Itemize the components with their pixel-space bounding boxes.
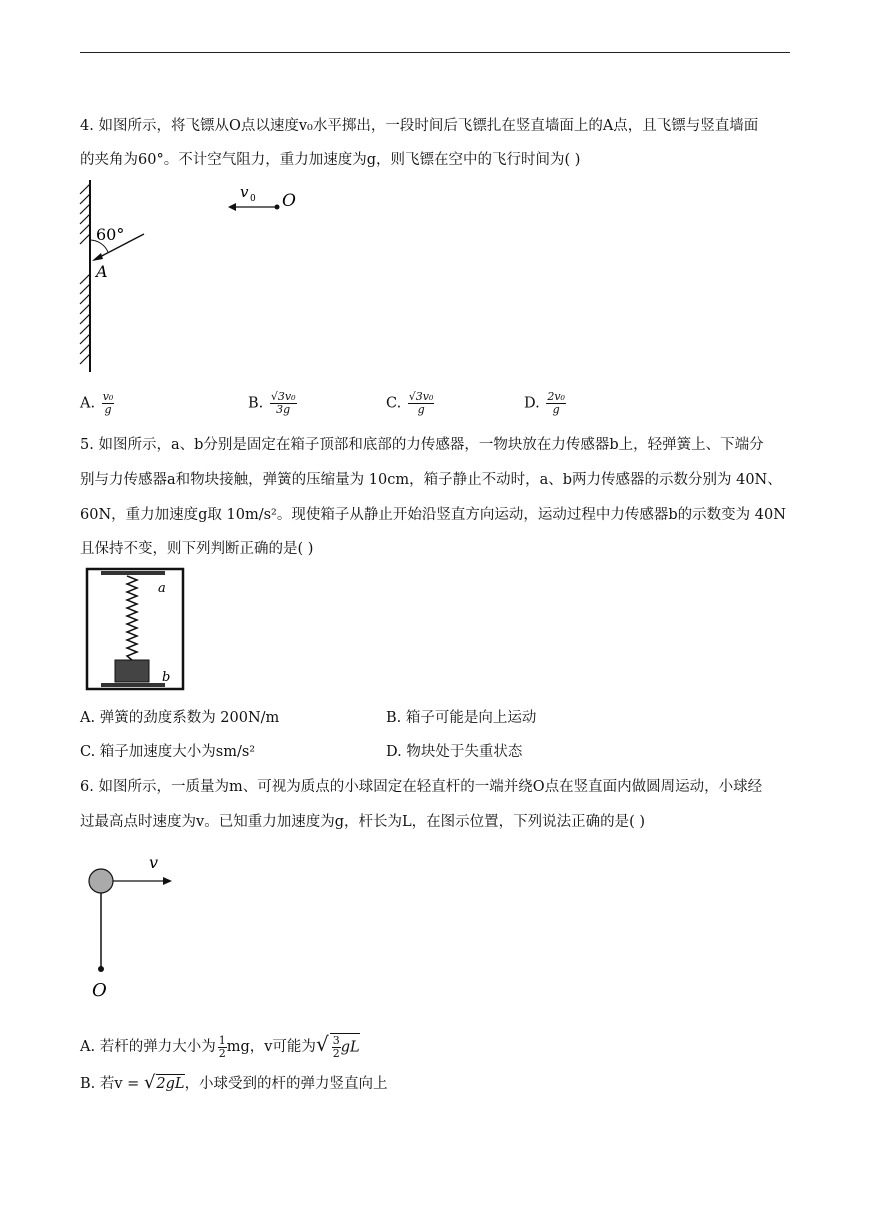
label-a: a [158,581,166,596]
q6-rod-diagram [84,852,184,1002]
header-rule [80,52,790,53]
q4-option-d [524,391,566,416]
q5-option-d: D. 物块处于失重状态 [386,744,523,760]
pivot-o-label: O [92,980,107,1001]
q5-option-a: A. 弹簧的劲度系数为 200N/m [80,710,280,726]
q6-option-a-frac-den: 2 [218,1046,226,1060]
q6-option-b-rad: 2gL [156,1076,185,1092]
point-o-dot [275,205,280,210]
q6-text-line2: 过最高点时速度为v。已知重力加速度为g，杆长为L，在图示位置，下列说法正确的是( ) [80,814,646,830]
dart-tip [92,253,103,261]
velocity-arrowhead [163,877,172,885]
spring [127,576,137,660]
q5-option-c: C. 箱子加速度大小为sm/s² [80,744,256,760]
q4-option-d-den: g [552,403,560,416]
q4-option-c-num: √3v₀ [408,390,434,403]
q5-text-line3: 60N，重力加速度g取 10m/s²。现使箱子从静止开始沿竖直方向运动，运动过程中力传感器b的示数变为 40N [80,507,786,523]
v0-subscript: 0 [250,194,256,204]
q6-option-b: B. 若v = √2gL，小球受到的杆的弹力竖直向上 [80,1072,388,1093]
q4-option-b [248,391,297,416]
block [115,660,149,682]
sensor-a-plate [101,571,165,575]
q4-option-a-label: A. [80,395,96,412]
q6-text-line1: 6. 如图所示，一质量为m、可视为质点的小球固定在轻直杆的一端并绕O点在竖直面内做圆周运动，小球经 [80,779,763,795]
q6-option-a-frac-num: 1 [218,1033,226,1047]
q4-option-c [386,391,434,416]
q4-option-d-label: D. [524,395,540,412]
angle-label: 60° [96,225,125,244]
q5-text-line1: 5. 如图所示，a、b分别是固定在箱子顶部和底部的力传感器，一物块放在力传感器b上，轻弹簧上、下端分 [80,437,764,453]
q4-option-d-num: 2v₀ [547,390,565,403]
v0-label: v [240,183,249,201]
q6-option-a-rad-num: 3 [332,1033,340,1047]
ball [89,869,113,893]
q4-text-line2: 的夹角为60°。不计空气阻力，重力加速度为g，则飞镖在空中的飞行时间为( ) [80,152,581,168]
q5-option-b: B. 箱子可能是向上运动 [386,710,537,726]
q4-option-a-den: g [104,403,112,416]
q4-option-b-den: 3g [276,403,291,416]
q6-option-a-rad-den: 2 [332,1046,340,1060]
q5-text-line4: 且保持不变，则下列判断正确的是( ) [80,541,314,557]
q4-option-a-num: v₀ [102,390,114,403]
q6-option-a-rad-tail: gL [340,1039,360,1055]
wall-hatching [80,184,90,364]
q4-dart-diagram [76,178,316,374]
q6-option-a-pre: A. 若杆的弹力大小为 [80,1039,216,1055]
q4-option-b-label: B. [248,395,264,412]
q5-box-diagram [84,566,186,692]
point-o-label: O [282,191,296,211]
velocity-label: v [149,853,159,872]
q4-text-line1: 4. 如图所示，将飞镖从O点以速度v₀水平掷出，一段时间后飞镖扎在竖直墙面上的A点，且飞镖与竖直墙面 [80,118,759,134]
q4-option-b-num: √3v₀ [270,390,296,403]
q4-option-c-label: C. [386,395,402,412]
q4-option-c-den: g [417,403,425,416]
q6-option-b-post: ，小球受到的杆的弹力竖直向上 [184,1076,388,1092]
pivot-dot [98,966,104,972]
q4-option-a [80,391,114,416]
v0-arrowhead [228,203,236,211]
q6-option-a-mid: mg，v可能为 [226,1039,316,1055]
q6-option-b-pre: B. 若v = [80,1076,144,1092]
point-a-label: A [96,262,108,281]
label-b: b [162,670,171,685]
sensor-b-plate [101,683,165,687]
q5-text-line2: 别与力传感器a和物块接触，弹簧的压缩量为 10cm，箱子静止不动时，a、b两力传感器的示数分别为 40N、 [80,472,782,488]
q6-option-a: A. 若杆的弹力大小为 $\frac{1}{2}$ mg，v可能为√ $\frac{3}{2}$ gL [80,1032,360,1060]
